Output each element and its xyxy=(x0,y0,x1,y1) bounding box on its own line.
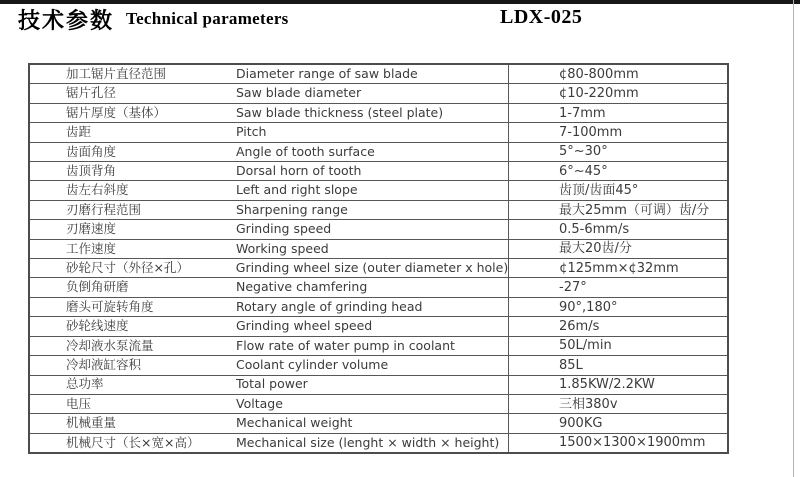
param-name-cn: 电压 xyxy=(66,395,92,411)
param-name-cn: 齿左右斜度 xyxy=(66,182,129,198)
param-name-en: Mechanical size (lenght × width × height) xyxy=(236,434,500,450)
table-row xyxy=(30,376,727,395)
param-value: 900KG xyxy=(508,414,727,432)
param-name-en: Coolant cylinder volume xyxy=(236,357,389,373)
param-name-en: Working speed xyxy=(236,240,329,256)
param-value: 7-100mm xyxy=(508,123,727,141)
param-name-cn: 锯片厚度（基体） xyxy=(66,104,167,120)
param-value: -27° xyxy=(508,278,727,296)
param-name-en: Rotary angle of grinding head xyxy=(236,298,423,314)
param-name-en: Saw blade thickness (steel plate) xyxy=(236,104,444,120)
param-name-en: Diameter range of saw blade xyxy=(236,65,418,81)
page-edge-scan-line xyxy=(793,0,794,477)
table-row xyxy=(30,220,727,239)
param-name-cn: 机械尺寸（长×宽×高） xyxy=(66,434,200,450)
param-name-en: Voltage xyxy=(236,395,283,411)
param-name-cn: 冷却液缸容积 xyxy=(66,357,142,373)
param-value: 6°~45° xyxy=(508,162,727,180)
param-name-cn: 齿顶背角 xyxy=(66,162,117,178)
page-title-english: Technical parameters xyxy=(126,9,289,28)
param-name-cn: 负倒角研磨 xyxy=(66,279,129,295)
table-row xyxy=(30,123,727,142)
param-name-cn: 齿距 xyxy=(66,124,92,140)
param-name-cn: 冷却液水泵流量 xyxy=(66,337,154,353)
param-name-en: Grinding wheel speed xyxy=(236,318,373,334)
param-name-en: Grinding speed xyxy=(236,221,332,237)
param-value: ¢10-220mm xyxy=(508,84,727,102)
param-value: 齿顶/齿面45° xyxy=(508,181,727,199)
param-name-cn: 锯片孔径 xyxy=(66,85,117,101)
table-row xyxy=(30,65,727,84)
param-value: 85L xyxy=(508,356,727,374)
param-value: 0.5-6mm/s xyxy=(508,220,727,238)
param-name-en: Grinding wheel size (outer diameter x hole) xyxy=(235,260,509,276)
table-row xyxy=(30,337,727,356)
model-number: LDX-025 xyxy=(500,6,583,28)
param-value: 三相380v xyxy=(508,395,727,413)
param-name-cn: 工作速度 xyxy=(66,240,117,256)
table-row xyxy=(30,162,727,181)
param-name-cn: 总功率 xyxy=(66,376,104,392)
param-name-cn: 齿面角度 xyxy=(66,143,117,159)
param-value: 50L/min xyxy=(508,337,727,355)
param-value: 最大25mm（可调）齿/分 xyxy=(508,201,727,219)
param-name-en: Angle of tooth surface xyxy=(236,143,375,159)
param-name-en: Saw blade diameter xyxy=(236,85,362,101)
param-name-cn: 砂轮线速度 xyxy=(66,318,129,334)
table-row xyxy=(30,356,727,375)
param-value: 1.85KW/2.2KW xyxy=(508,376,727,394)
param-name-cn: 加工锯片直径范围 xyxy=(66,65,167,81)
table-row xyxy=(30,395,727,414)
param-value: 5°~30° xyxy=(508,143,727,161)
param-name-en: Total power xyxy=(236,376,308,392)
table-row xyxy=(30,414,727,433)
param-name-en: Sharpening range xyxy=(236,201,348,217)
table-row xyxy=(30,259,727,278)
param-value: 1-7mm xyxy=(508,104,727,122)
param-name-en: Negative chamfering xyxy=(236,279,368,295)
table-row xyxy=(30,104,727,123)
param-name-en: Mechanical weight xyxy=(236,415,353,431)
param-name-en: Pitch xyxy=(236,124,267,140)
param-name-en: Dorsal horn of tooth xyxy=(236,162,362,178)
table-row xyxy=(30,201,727,220)
param-value: 1500×1300×1900mm xyxy=(508,434,727,452)
param-name-cn: 磨头可旋转角度 xyxy=(66,298,154,314)
top-black-bar xyxy=(0,0,800,4)
param-name-cn: 刃磨行程范围 xyxy=(66,201,142,217)
table-row xyxy=(30,278,727,297)
param-value: 最大20齿/分 xyxy=(508,240,727,258)
param-value: 26m/s xyxy=(508,317,727,335)
param-value: ¢125mm×¢32mm xyxy=(508,259,727,277)
param-name-cn: 刃磨速度 xyxy=(66,221,117,237)
table-row xyxy=(30,181,727,200)
table-row xyxy=(30,434,727,452)
parameters-table xyxy=(28,63,729,454)
table-row xyxy=(30,240,727,259)
page-title-chinese: 技术参数 xyxy=(18,8,115,33)
param-value: ¢80-800mm xyxy=(508,65,727,83)
param-name-cn: 砂轮尺寸（外径×孔） xyxy=(66,260,189,276)
param-value: 90°,180° xyxy=(508,298,727,316)
table-row xyxy=(30,317,727,336)
table-row xyxy=(30,84,727,103)
param-name-en: Left and right slope xyxy=(236,182,358,198)
param-name-en: Flow rate of water pump in coolant xyxy=(236,337,455,353)
table-row xyxy=(30,143,727,162)
param-name-cn: 机械重量 xyxy=(66,415,117,431)
table-row xyxy=(30,298,727,317)
